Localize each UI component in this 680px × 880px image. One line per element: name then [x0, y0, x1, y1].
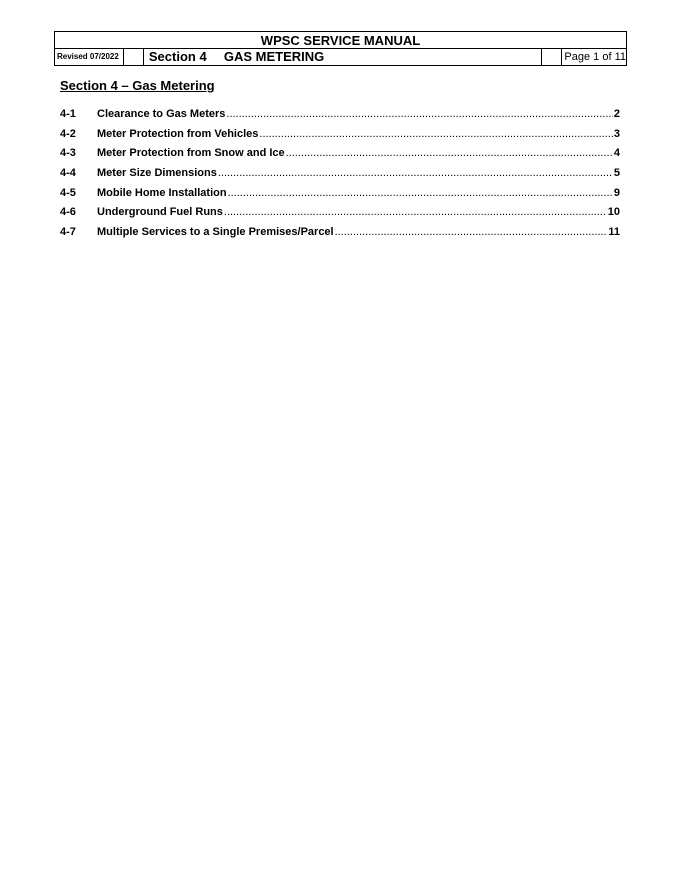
toc-entry-number: 4-6 — [60, 206, 76, 219]
toc-entry-title: Meter Protection from Vehicles — [97, 127, 259, 140]
toc-entry-page: 10 — [607, 206, 620, 219]
toc-entry-title: Multiple Services to a Single Premises/Parcel — [97, 226, 334, 239]
toc-entry-page: 4 — [613, 147, 620, 160]
toc-entry-title: Meter Protection from Snow and Ice — [97, 147, 285, 160]
dot-leader — [335, 226, 608, 238]
toc-entry-number: 4-2 — [60, 127, 76, 140]
section-title-cell — [144, 49, 542, 65]
toc-entry[interactable] — [60, 128, 620, 148]
header-spacer-cell — [124, 49, 143, 65]
header-info-row — [55, 49, 626, 65]
toc-entry-page: 11 — [608, 226, 620, 239]
toc-entry[interactable] — [60, 147, 620, 167]
toc-entry[interactable] — [60, 167, 620, 187]
toc-entry-number: 4-7 — [60, 226, 76, 239]
dot-leader — [224, 206, 607, 218]
section-heading: Section 4 – Gas Metering — [60, 78, 215, 93]
header-spacer-cell — [542, 49, 562, 65]
toc-entry-page: 9 — [613, 186, 620, 199]
page-number: Page 1 of 11 — [564, 51, 626, 63]
dot-leader — [228, 187, 613, 199]
toc-entry-page: 5 — [613, 167, 620, 180]
dot-leader — [218, 167, 613, 179]
toc-entry-number: 4-4 — [60, 167, 76, 180]
toc-entry-page: 3 — [613, 127, 620, 140]
dot-leader — [259, 128, 612, 140]
toc-entry[interactable] — [60, 206, 620, 226]
toc-entry-title: Mobile Home Installation — [97, 186, 227, 199]
section-name: GAS METERING — [223, 49, 325, 64]
toc-entry-title: Clearance to Gas Meters — [97, 108, 226, 120]
page-header — [54, 31, 627, 66]
table-of-contents — [60, 108, 620, 246]
toc-entry[interactable] — [60, 187, 620, 207]
dot-leader — [226, 108, 612, 120]
toc-entry[interactable] — [60, 226, 620, 246]
toc-entry-number: 4-1 — [60, 108, 76, 120]
section-number: Section 4 — [148, 49, 207, 64]
toc-entry-title: Meter Size Dimensions — [97, 167, 217, 180]
manual-title: WPSC SERVICE MANUAL — [55, 32, 626, 49]
toc-entry-number: 4-3 — [60, 147, 76, 160]
toc-entry-number: 4-5 — [60, 186, 76, 199]
dot-leader — [286, 147, 613, 159]
toc-entry-page: 2 — [613, 108, 620, 120]
toc-entry[interactable] — [60, 108, 620, 128]
revision-date: Revised 07/2022 — [55, 49, 124, 65]
toc-entry-title: Underground Fuel Runs — [97, 206, 223, 219]
